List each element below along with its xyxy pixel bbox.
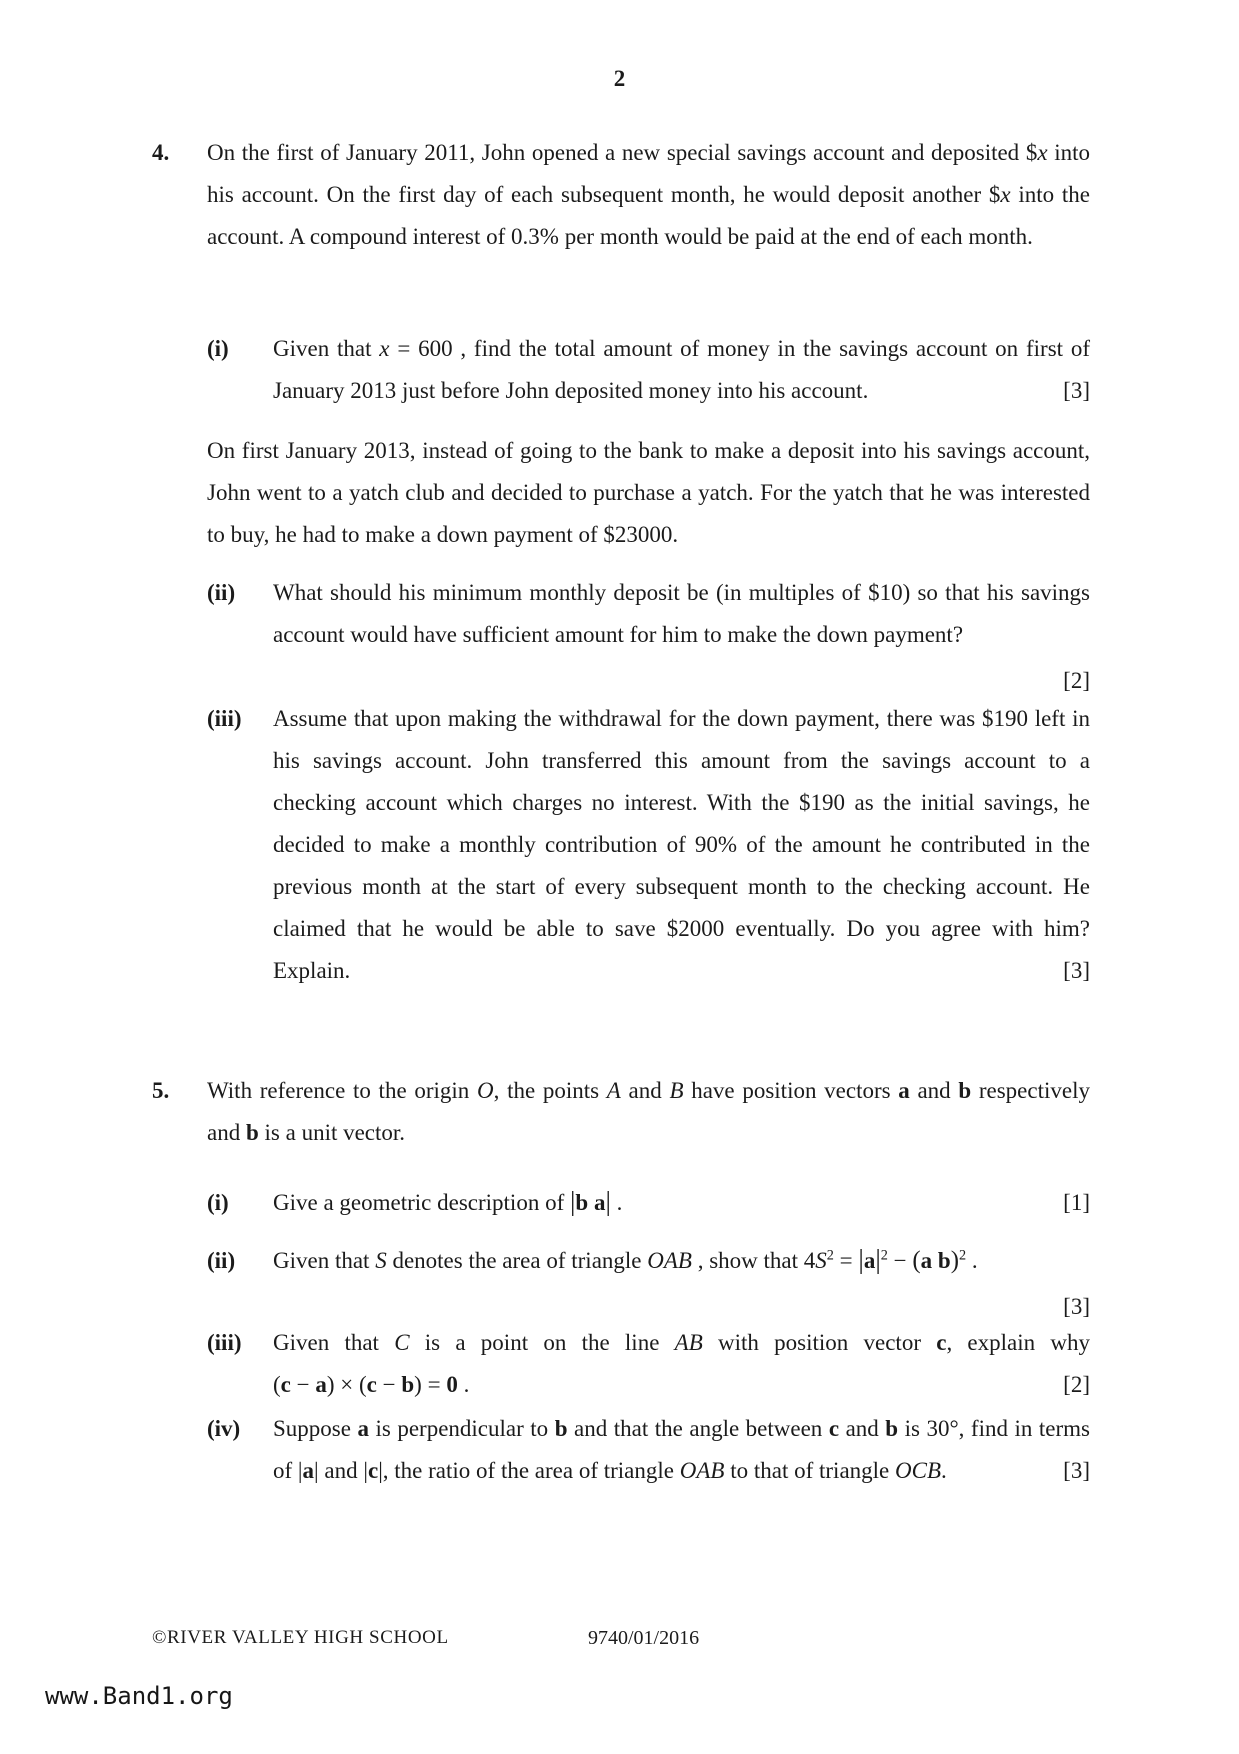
q4-part-iii (207, 698, 1090, 992)
q5-part-ii-label: (ii) (207, 1248, 236, 1273)
q4-part-iii-label: (iii) (207, 706, 242, 731)
q4-part-iii-text: Assume that upon making the withdrawal for the down payment, there was $190 left in his savings account. John transferred this amount from the savings account to a checking account which charges no interest. With the $190 as the initial savings, he decided to make a monthly contribution of 90% of the amount he contributed in the previous month at the start of every subsequent month to the checking account. He claimed that he would be able to save $2000 eventually. Do you agree with him? Explain. (273, 706, 1090, 983)
q5-part-iii (207, 1322, 1090, 1406)
q4-part-iii-marks: [3] (1063, 958, 1090, 983)
question-4-intro: On the first of January 2011, John opened a new special savings account and deposited $x into his account. On the first day of each subsequent month, he would deposit another $x into the account. A compound interest of 0.3% per month would be paid at the end of each month. (207, 140, 1091, 249)
q4-part-ii-text: What should his minimum monthly deposit be (in multiples of $10) so that his savings account would have sufficient amount for him to make the down payment? (273, 580, 1090, 647)
q5-part-iv-text: Suppose a is perpendicular to b and that the angle between c and b is 30°, find in terms of |a| and |c|, the ratio of the area of triangle OAB to that of triangle OCB. (273, 1416, 1090, 1483)
question-5 (152, 1070, 1090, 1154)
q5-part-ii-marks: [3] (1063, 1294, 1090, 1319)
q5-part-iii-equation: (c − a) × (c − b) = 0 . (273, 1372, 470, 1397)
q4-part-ii-label: (ii) (207, 580, 236, 605)
q4-part-i-text: Given that x = 600 , find the total amount of money in the savings account on first of January 2013 just before John deposited money into his account. (273, 336, 1090, 403)
question-4-number: 4. (152, 140, 170, 165)
q5-part-ii (207, 1240, 1090, 1319)
q5-part-ii-text: Given that S denotes the area of triangle OAB , show that $4S^2 = |a|^2 - (a$ b)$^2$ . (273, 1244, 978, 1274)
q5-part-i-text: Give a geometric description of |b a| . (273, 1186, 623, 1216)
question-5-number: 5. (152, 1078, 170, 1103)
question-4 (152, 132, 1090, 258)
q5-part-i-label: (i) (207, 1190, 229, 1215)
q4-part-ii (207, 572, 1090, 693)
q4-part-i-marks: [3] (1063, 378, 1090, 403)
q5-part-iv-label: (iv) (207, 1416, 241, 1441)
q4-part-i-label: (i) (207, 336, 229, 361)
q5-part-i (207, 1182, 1090, 1224)
footer-copyright: ©RIVER VALLEY HIGH SCHOOL (152, 1627, 449, 1648)
q4-paragraph-2: On first January 2013, instead of going to the bank to make a deposit into his savings account, John went to a yatch club and decided to purchase a yatch. For the yatch that he was interested to buy, he had to make a down payment of $23000. (207, 438, 1090, 547)
q5-part-iv-marks: [3] (1063, 1458, 1090, 1483)
question-5-intro: With reference to the origin O, the points A and B have position vectors a and b respectively and b is a unit vector. (207, 1078, 1090, 1145)
q5-part-iii-text: Given that C is a point on the line AB with position vector c, explain why (273, 1330, 1090, 1355)
watermark-url: www.Band1.org (45, 1682, 233, 1710)
page-number: 2 (613, 66, 626, 91)
q5-part-iii-marks: [2] (1063, 1372, 1090, 1397)
q5-part-i-marks: [1] (1063, 1190, 1090, 1215)
q5-part-iii-label: (iii) (207, 1330, 242, 1355)
q5-part-iv (207, 1408, 1090, 1492)
q4-part-i (207, 328, 1090, 412)
q4-part-ii-marks: [2] (1063, 668, 1090, 693)
footer-paper-code: 9740/01/2016 (588, 1627, 700, 1649)
